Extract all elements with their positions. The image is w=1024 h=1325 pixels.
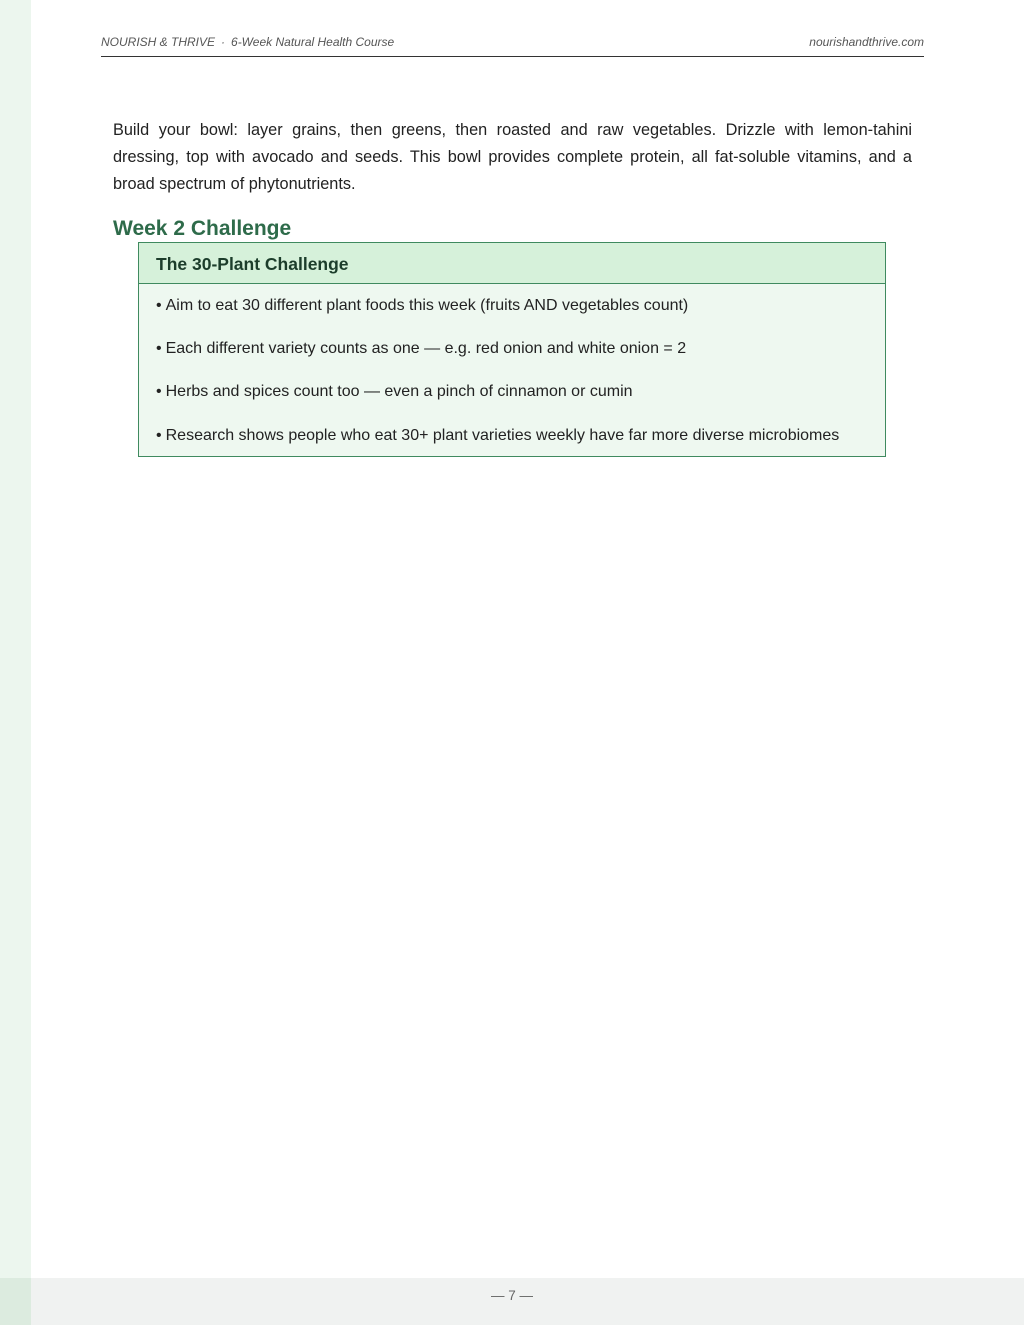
challenge-title: The 30-Plant Challenge: [139, 243, 885, 284]
list-item-text: Herbs and spices count too — even a pinch of cinnamon or cumin: [165, 383, 633, 401]
header-course-name: 6-Week Natural Health Course: [231, 35, 395, 49]
challenge-box: [138, 242, 886, 457]
list-item: [156, 327, 885, 370]
header-separator: ·: [221, 35, 226, 49]
page-header: [101, 34, 924, 57]
bullet-icon: •: [156, 296, 162, 314]
section-heading: Week 2 Challenge: [113, 217, 292, 240]
header-website: nourishandthrive.com: [809, 35, 924, 49]
list-item-text: Each different variety counts as one — e.g. red onion and white onion = 2: [165, 339, 687, 357]
list-item-text: Aim to eat 30 different plant foods this week (fruits AND vegetables count): [165, 296, 689, 314]
list-item-text: Research shows people who eat 30+ plant varieties weekly have far more diverse microbiomes: [165, 426, 840, 444]
bullet-icon: •: [156, 383, 162, 401]
bullet-icon: •: [156, 339, 162, 357]
challenge-list: [139, 284, 885, 457]
list-item: [156, 414, 885, 457]
list-item: [156, 371, 885, 414]
page-footer: [0, 1278, 1024, 1325]
page-number: — 7 —: [490, 1288, 533, 1303]
page-side-strip: [0, 0, 31, 1278]
body-paragraph: Build your bowl: layer grains, then greens, then roasted and raw vegetables. Drizzle with lemon-tahini dressing, top with avocado and seeds. This bowl provides complete protein, all fat-soluble vitamins, and a broad spectrum of phytonutrients.: [113, 121, 912, 193]
bullet-icon: •: [156, 426, 162, 444]
header-brand: NOURISH & THRIVE: [101, 35, 216, 49]
list-item: [156, 284, 885, 327]
header-course-title: [101, 35, 394, 49]
